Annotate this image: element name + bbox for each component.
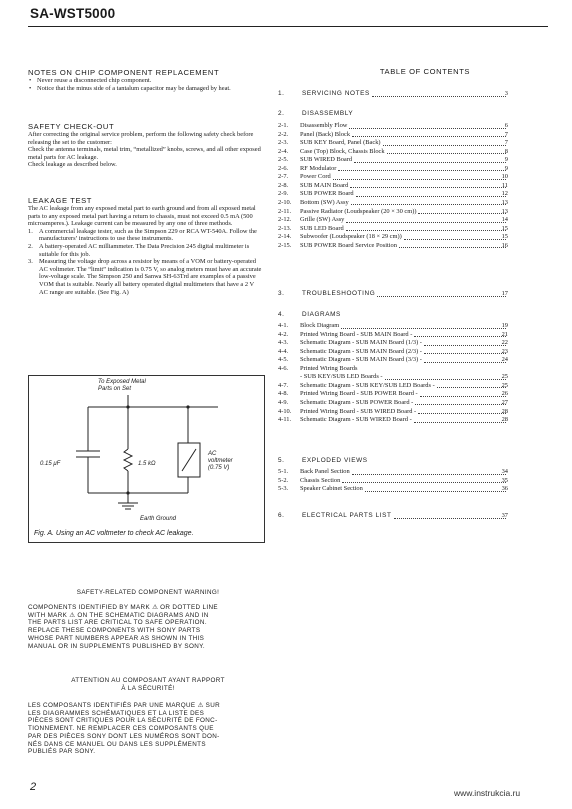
toc-entry-title: Bottom (SW) Assy [300,198,349,206]
toc-leader [418,408,506,415]
toc-entry[interactable] [278,216,508,225]
safety-paragraph-3: Check leakage as described below. [28,161,117,169]
warning-fr-title [28,677,268,692]
toc-section-number: 5. [278,457,285,464]
warning-line: LES DIAGRAMMES SCHÉMATIQUES ET LA LISTE DES [28,709,205,717]
toc-entry-title: Block Diagram [300,322,340,329]
item-text: A battery-operated AC milliammeter. The Data Precision 245 digital multimeter is suitable for this job. [39,242,250,258]
toc-section [278,511,508,521]
warning-line: MANUAL OR IN SUPPLEMENTS PUBLISHED BY SONY. [28,642,205,650]
toc-section [278,289,508,299]
toc-section-title: EXPLODED VIEWS [302,457,368,464]
toc-entry-number: 2-5. [278,156,289,164]
toc-section-title: SERVICING NOTES [302,90,370,97]
toc-entry[interactable] [278,468,508,477]
toc-entry[interactable] [278,242,508,251]
warning-fr-title-line: À LA SÉCURITÉ! [121,684,175,692]
warning-fr-title-line: ATTENTION AU COMPOSANT AYANT RAPPORT [71,677,225,684]
warning-line: PUBLIÉS PAR SONY. [28,748,96,756]
toc-page-number: 19 [501,322,508,329]
toc-leader [414,416,506,423]
toc-entry-number: 4-6. [278,364,289,372]
toc-entry-title: Speaker Cabinet Section [300,485,363,493]
notes-item: • Notice that the minus side of a tantalum capacitor may be damaged by heat. [37,85,264,93]
toc-entry-title: SUB POWER Board Service Position [300,241,397,249]
safety-heading: SAFETY CHECK-OUT [28,122,115,131]
toc-entry-number: 4-7. [278,381,289,389]
toc-entry[interactable] [278,225,508,234]
toc-entry[interactable] [278,208,508,217]
toc-entry-title: Back Panel Section [300,468,350,475]
toc-section-number: 2. [278,110,285,117]
toc-leader [385,373,506,380]
toc-entry-number: 2-12. [278,216,292,224]
warning-line: REPLACE THESE COMPONENTS WITH SONY PARTS [28,627,201,635]
toc-entry[interactable] [278,399,508,408]
warning-line: LES COMPOSANTS IDENTIFIÉS PAR UNE MARQUE ⚠ SUR [28,702,221,709]
toc-entry-title: Power Cord [300,173,331,181]
toc-leader [349,122,506,129]
toc-entry[interactable] [278,165,508,174]
toc-entry[interactable] [278,408,508,417]
toc-entry[interactable] [278,485,508,494]
toc-entry-number: 2-10. [278,198,292,206]
warning-line: PAR DES PIÈCES SONY DONT LES NUMÉROS SONT DON- [28,732,220,740]
toc-page-number: 15 [501,233,508,241]
toc-entry-title: Schematic Diagram - SUB POWER Board - [300,398,414,406]
toc-entry-title: Schematic Diagram - SUB MAIN Board (1/3) - [300,339,422,347]
toc-entry-number: 2-3. [278,139,289,147]
safety-body [28,131,264,169]
toc-entry-number: 2-6. [278,164,289,172]
safety-paragraph-2: Check the antenna terminals, metal trim, “metallized” knobs, screws, and all other exposed metal parts for AC leakage. [28,146,261,161]
item-number: 2. [28,242,33,250]
toc-page-number: 22 [501,339,508,347]
toc-section [278,310,508,320]
toc-entry-number: 5-1. [278,468,289,475]
toc-page-number: 21 [501,330,508,338]
toc-page-number: 15 [501,224,508,232]
toc-page-number: 23 [501,347,508,355]
toc-section [278,109,508,119]
toc-entry[interactable] [278,365,508,374]
safety-paragraph: After correcting the original service problem, perform the following safety check before releasing the set to the customer: [28,131,254,146]
warning-title: SAFETY-RELATED COMPONENT WARNING! [76,589,220,596]
toc-page-number: 25 [501,381,508,389]
toc-page-number: 16 [501,241,508,249]
earth-ground-label: Earth Ground [140,516,177,522]
leakage-body [28,205,264,296]
toc-section-title: ELECTRICAL PARTS LIST [302,512,392,519]
toc-leader [365,485,506,492]
toc-page-number: 11 [501,181,508,189]
watermark: www.instrukcia.ru [454,788,521,798]
toc-entry[interactable] [278,322,508,331]
toc-leader [404,233,506,240]
toc-entry-title: Printed Wiring Board - SUB WIRED Board - [300,407,417,415]
warning-en-body [28,604,273,650]
toc-entry-title: Grille (SW) Assy [300,216,345,224]
toc-entry-title: - SUB KEY/SUB LED Boards - [300,373,383,381]
toc-page-number: 26 [501,390,508,398]
toc-leader [346,216,506,223]
toc-page-number: 36 [501,485,508,493]
toc-leader [342,477,506,484]
toc-entry-title: Printed Wiring Boards [300,364,358,372]
toc-entry-number: 2-15. [278,241,292,249]
toc-leader [418,208,506,215]
toc-leader [352,131,506,138]
toc-entry-number: 4-2. [278,330,289,338]
toc-entry-number: 4-11. [278,416,292,424]
toc-page-number: 13 [501,207,508,215]
toc-entry[interactable] [278,139,508,148]
toc-entry-number: 2-9. [278,190,289,198]
toc-leader [352,468,506,475]
toc-entry-title: SUB WIRED Board [300,156,353,164]
warning-line: NÉS DANS CE MANUEL OU DANS LES SUPPLÉMENTS [28,740,206,748]
toc-entry-title: Case (Top) Block, Chassis Block [300,147,385,155]
capacitor-label: 0.15 μF [40,461,61,467]
toc-leader [338,165,506,172]
toc-entry-number: 4-5. [278,356,289,364]
toc-entry-title: SUB LED Board [300,224,344,232]
toc-entry-title: Printed Wiring Board - SUB MAIN Board - [300,330,413,338]
toc-entry[interactable] [278,348,508,357]
header-rule [28,26,548,27]
model-name: SA-WST5000 [30,6,116,21]
toc-entry-number: 2-7. [278,173,289,181]
warning-fr-body [28,702,273,756]
toc-page-number: 24 [501,356,508,364]
toc-leader [377,289,506,297]
toc-entry-number: 5-2. [278,476,289,484]
toc-entry-number: 5-3. [278,485,289,493]
resistor-label: 1.5 kΩ [138,461,156,467]
item-number: 1. [28,227,33,235]
toc-entry-number: 4-3. [278,339,289,347]
toc-entry-number: 4-4. [278,347,289,355]
toc-entry-number [278,373,300,382]
label-line: Parts on Set [98,386,132,392]
toc-page-number: 17 [501,290,508,297]
toc-section-number: 3. [278,290,285,297]
toc-entry-title: Schematic Diagram - SUB MAIN Board (2/3) - [300,347,422,355]
toc-leader [387,148,506,155]
toc-page-number: 28 [501,407,508,415]
toc-page-number: 25 [501,373,508,381]
toc-entry[interactable] [278,331,508,340]
toc-leader [394,511,506,519]
warning-line: COMPONENTS IDENTIFIED BY MARK ⚠ OR DOTTED LINE [28,604,218,611]
label-line: AC [208,451,217,457]
toc-section-title: DISASSEMBLY [302,110,354,117]
toc-page-number: 3 [504,90,508,97]
toc-section-number: 6. [278,512,285,519]
toc-page-number: 7 [504,139,508,147]
page-number: 2 [30,781,37,793]
toc-section-title: DIAGRAMS [302,311,341,318]
toc-entry-number: 2-14. [278,233,292,241]
toc-leader [383,139,506,146]
toc-entry[interactable] [278,148,508,157]
toc-page-number: 28 [501,416,508,424]
toc-entry-title: Panel (Back) Block [300,130,351,138]
toc-entry-title: Printed Wiring Board - SUB POWER Board - [300,390,418,398]
toc-leader [372,89,506,97]
label-line: voltmeter [208,458,233,464]
toc-page-number: 13 [501,198,508,206]
toc-entry-title: SUB POWER Board [300,190,354,198]
toc-section-number: 1. [278,90,285,97]
item-number: 3. [28,258,33,266]
toc-entry-number: 2-8. [278,181,289,189]
toc-entry[interactable] [278,131,508,140]
toc-entry[interactable] [278,199,508,208]
toc-leader [346,225,506,232]
toc-leader [356,190,506,197]
toc-page-number: 9 [504,164,508,172]
item-text: Measuring the voltage drop across a resistor by means of a VOM or battery-operated AC voltmeter. The “limit” indication is 0.75 V, so analog meters must have an accurate low-voltage scale. The Simpson 250 and Sanwa SH-63Trd are examples of a passive VOM that is suitable. Nearly all battery operated digital multimeters that have a 2 V AC range are suitable. (See Fig. A) [39,258,262,296]
toc-entry-title: Passive Radiator (Loudspeaker (20 × 30 cm)) [300,207,417,215]
warning-line: WITH MARK ⚠ ON THE SCHEMATIC DIAGRAMS AND IN [28,611,209,619]
notes-item: • Never reuse a disconnected chip component. [37,77,264,85]
toc-entry[interactable] [278,182,508,191]
toc-entry-number: 2-13. [278,224,292,232]
toc-entry-title: SUB KEY Board, Panel (Back) [300,139,381,147]
toc-entry-number: 4-8. [278,390,289,398]
notes-heading: NOTES ON CHIP COMPONENT REPLACEMENT [28,68,220,77]
toc-entry-title: Subwoofer (Loudspeaker (18 × 29 cm)) [300,233,402,241]
toc-leader [354,156,506,163]
toc-page-number: 6 [504,122,508,129]
label-line: (0.75 V) [208,465,230,471]
toc-leader [351,199,506,206]
leakage-paragraph: The AC leakage from any exposed metal part to earth ground and from all exposed metal parts to any exposed metal part having a return to chassis, must not exceed 0.5 mA (500 microamperes.). Leakage current can be measured by any one of three methods. [28,205,256,228]
toc-leader [414,331,506,338]
toc-entry-title: RF Modulator [300,164,337,172]
toc-entry[interactable] [278,356,508,365]
toc-entry[interactable] [278,382,508,391]
warning-line: PIÈCES SONT CRITIQUES POUR LA SÉCURITÉ DE FONC- [28,717,218,725]
toc-entry[interactable] [278,390,508,399]
toc-entry-number: 2-11. [278,207,292,215]
toc-section-number: 4. [278,311,285,318]
toc-entry-title: Schematic Diagram - SUB WIRED Board - [300,416,412,424]
leakage-item [28,258,264,296]
leakage-item [28,242,264,258]
toc-entry[interactable] [278,477,508,486]
toc-entry[interactable] [278,190,508,199]
toc-entry-number: 4-1. [278,322,289,329]
toc-leader [399,242,506,249]
notes-list [28,77,264,92]
item-text: A commercial leakage tester, such as the Simpson 229 or RCA WT-540A. Follow the manufacturers’ instructions to use these instruments. [39,227,257,243]
toc-page-number: 8 [504,147,508,155]
toc-section [278,456,508,466]
toc-page-number: 37 [501,512,508,519]
toc-section-title: TROUBLESHOOTING [302,290,376,297]
warning-line: THE PARTS LIST ARE CRITICAL TO SAFE OPERATION. [28,619,207,627]
toc-page-number: 35 [501,476,508,484]
toc-leader [350,182,506,189]
toc-entry[interactable] [278,339,508,348]
toc-leader [333,173,506,180]
toc-page-number: 14 [501,216,508,224]
toc-page-number: 10 [501,173,508,181]
toc-entry[interactable] [278,173,508,182]
toc-leader [341,322,506,329]
voltmeter-label [208,451,233,472]
warning-line: TIONNEMENT. NE REMPLACER CES COMPOSANTS QUE [28,725,214,733]
toc-section [278,89,508,99]
toc-entry-title: SUB MAIN Board [300,181,349,189]
toc-entry-number: 2-2. [278,130,289,138]
toc-entry-title: Chassis Section [300,476,341,484]
toc-entry[interactable] [278,122,508,131]
warning-line: WHOSE PART NUMBERS APPEAR AS SHOWN IN THIS [28,634,205,642]
toc-entry-title: Schematic Diagram - SUB MAIN Board (3/3) - [300,356,422,364]
label-line: To Exposed Metal [98,379,146,385]
toc-page-number: 12 [501,190,508,198]
toc-title: TABLE OF CONTENTS [379,67,471,76]
toc-entry-number: 4-10. [278,407,292,415]
toc-entry-number: 4-9. [278,398,289,406]
toc-entry[interactable] [278,416,508,425]
toc-entry[interactable] [278,233,508,242]
toc-entry[interactable] [278,373,508,382]
leakage-heading: LEAKAGE TEST [28,196,93,205]
toc-leader [415,399,506,406]
figure-caption: Fig. A. Using an AC voltmeter to check AC leakage. [34,530,194,537]
toc-page-number: 9 [504,156,508,164]
leakage-item [28,227,264,243]
toc-page-number: 27 [501,398,508,406]
toc-entry-title: Disassembly Flow [300,122,348,129]
toc-page-number: 7 [504,130,508,138]
label-exposed-metal [98,379,146,393]
toc-entry-number: 2-4. [278,147,289,155]
toc-page-number: 34 [501,468,508,475]
toc-entry-title: Schematic Diagram - SUB KEY/SUB LED Boards - [300,381,435,389]
toc-entry-number: 2-1. [278,122,289,129]
toc-entry[interactable] [278,156,508,165]
